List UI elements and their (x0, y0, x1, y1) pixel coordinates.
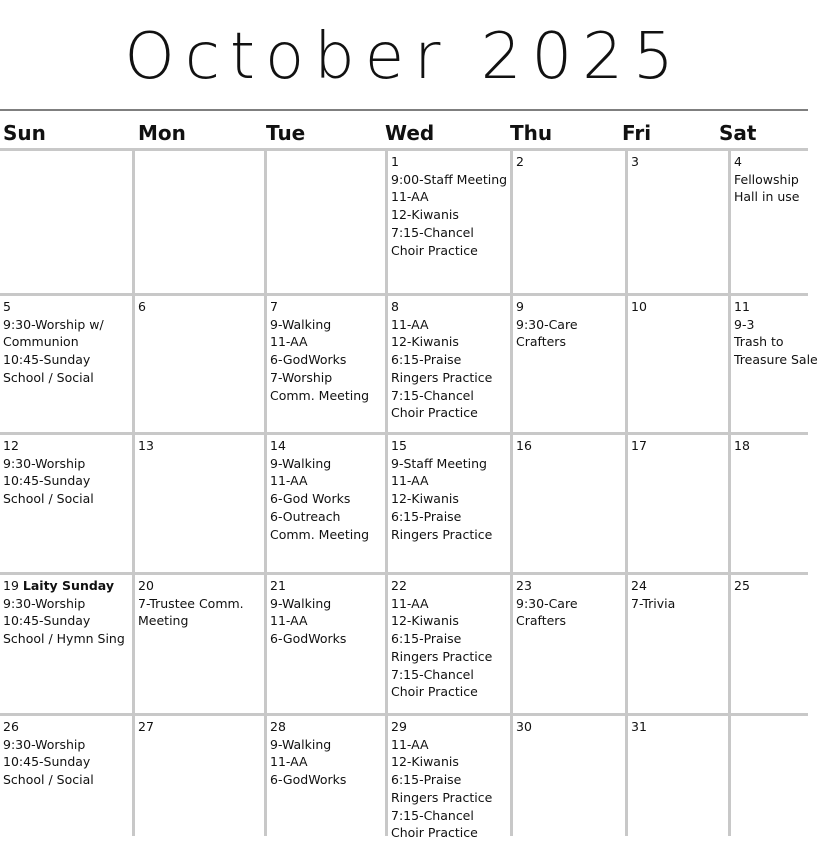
weekday-sun: Sun (3, 121, 46, 145)
day-number: 10 (631, 299, 647, 314)
weekday-thu: Thu (510, 121, 553, 145)
day-cell[interactable] (388, 716, 510, 851)
day-number: 17 (631, 438, 647, 453)
day-events: 9-Walking 11-AA 6-GodWorks (270, 595, 347, 647)
day-cell[interactable] (388, 575, 510, 713)
weekday-sat: Sat (719, 121, 757, 145)
day-number: 11 (734, 299, 750, 314)
day-cell[interactable] (135, 151, 264, 293)
day-number: 20 (138, 578, 154, 593)
day-number: 1 (391, 154, 399, 169)
calendar-grid (0, 148, 818, 841)
day-number: 30 (516, 719, 532, 734)
day-events: Fellowship Hall in use (734, 171, 800, 205)
day-cell[interactable] (267, 716, 385, 851)
day-cell[interactable] (267, 575, 385, 713)
day-cell[interactable] (513, 296, 625, 432)
day-number: 3 (631, 154, 639, 169)
day-cell[interactable] (731, 151, 826, 293)
day-cell[interactable] (267, 435, 385, 572)
day-cell[interactable] (267, 296, 385, 432)
day-events: 9:30-Worship 10:45-Sunday School / Social (3, 736, 94, 788)
day-events: 11-AA 12-Kiwanis 6:15-Praise Ringers Practice 7:15-Chancel Choir Practice (391, 595, 493, 700)
day-cell[interactable] (628, 296, 728, 432)
day-cell[interactable] (731, 435, 826, 572)
day-events: 9:30-Worship 10:45-Sunday School / Hymn Sing (3, 595, 125, 647)
day-cell[interactable] (0, 575, 132, 713)
day-events: 7-Trivia (631, 595, 676, 611)
day-cell[interactable] (731, 296, 826, 432)
day-number: 15 (391, 438, 407, 453)
day-cell[interactable] (388, 435, 510, 572)
weekday-mon: Mon (138, 121, 186, 145)
calendar-title: October 2025 (124, 20, 684, 94)
day-number: 16 (516, 438, 532, 453)
day-number: 21 (270, 578, 286, 593)
day-number: 31 (631, 719, 647, 734)
day-cell[interactable] (628, 435, 728, 572)
day-cell[interactable] (628, 151, 728, 293)
day-number: 25 (734, 578, 750, 593)
day-events: 9:30-Worship w/ Communion 10:45-Sunday School / Social (3, 316, 104, 385)
day-events: 9:30-Care Crafters (516, 316, 578, 350)
day-cell[interactable] (513, 435, 625, 572)
day-events: 11-AA 12-Kiwanis 6:15-Praise Ringers Practice 7:15-Chancel Choir Practice (391, 316, 493, 421)
day-cell[interactable] (0, 716, 132, 851)
special-day-label: Laity Sunday (22, 578, 114, 593)
weekday-tue: Tue (266, 121, 306, 145)
day-events: 7-Trustee Comm. Meeting (138, 595, 244, 629)
day-number: 13 (138, 438, 154, 453)
day-events: 9-3 Trash to Treasure Sale (734, 316, 818, 368)
day-number: 2 (516, 154, 524, 169)
day-cell[interactable] (628, 575, 728, 713)
day-cell[interactable] (628, 716, 728, 851)
day-number: 23 (516, 578, 532, 593)
day-number: 12 (3, 438, 19, 453)
day-number: 18 (734, 438, 750, 453)
day-events: 11-AA 12-Kiwanis 6:15-Praise Ringers Practice 7:15-Chancel Choir Practice (391, 736, 493, 841)
day-number: 22 (391, 578, 407, 593)
day-cell[interactable] (135, 435, 264, 572)
day-cell[interactable] (731, 716, 826, 851)
day-number: 7 (270, 299, 278, 314)
day-events: 9:30-Worship 10:45-Sunday School / Social (3, 455, 94, 507)
day-number: 8 (391, 299, 399, 314)
day-cell[interactable] (731, 575, 826, 713)
day-events: 9-Walking 11-AA 6-God Works 6-Outreach Comm. Meeting (270, 455, 370, 542)
day-number: 27 (138, 719, 154, 734)
day-number: 19 (3, 578, 19, 593)
day-events: 9-Walking 11-AA 6-GodWorks (270, 736, 347, 788)
day-number: 28 (270, 719, 286, 734)
day-cell[interactable] (0, 296, 132, 432)
day-number: 24 (631, 578, 647, 593)
day-number: 26 (3, 719, 19, 734)
day-cell[interactable] (513, 151, 625, 293)
weekday-fri: Fri (622, 121, 652, 145)
day-number: 9 (516, 299, 524, 314)
day-number: 4 (734, 154, 742, 169)
day-cell[interactable] (135, 716, 264, 851)
day-events: 9:30-Care Crafters (516, 595, 578, 629)
day-cell[interactable] (388, 296, 510, 432)
day-cell[interactable] (513, 575, 625, 713)
weekday-header-row (0, 111, 808, 148)
day-cell[interactable] (135, 296, 264, 432)
weekday-wed: Wed (385, 121, 435, 145)
day-cell[interactable] (135, 575, 264, 713)
day-cell[interactable] (0, 151, 132, 293)
day-number: 14 (270, 438, 286, 453)
day-cell[interactable] (513, 716, 625, 851)
day-cell[interactable] (388, 151, 510, 293)
day-number: 5 (3, 299, 11, 314)
day-cell[interactable] (0, 435, 132, 572)
day-number: 29 (391, 719, 407, 734)
day-events: 9-Walking 11-AA 6-GodWorks 7-Worship Comm. Meeting (270, 316, 370, 403)
day-number: 6 (138, 299, 146, 314)
day-events: 9:00-Staff Meeting 11-AA 12-Kiwanis 7:15-Chancel Choir Practice (391, 171, 508, 258)
day-events: 9-Staff Meeting 11-AA 12-Kiwanis 6:15-Praise Ringers Practice (391, 455, 493, 542)
day-cell[interactable] (267, 151, 385, 293)
